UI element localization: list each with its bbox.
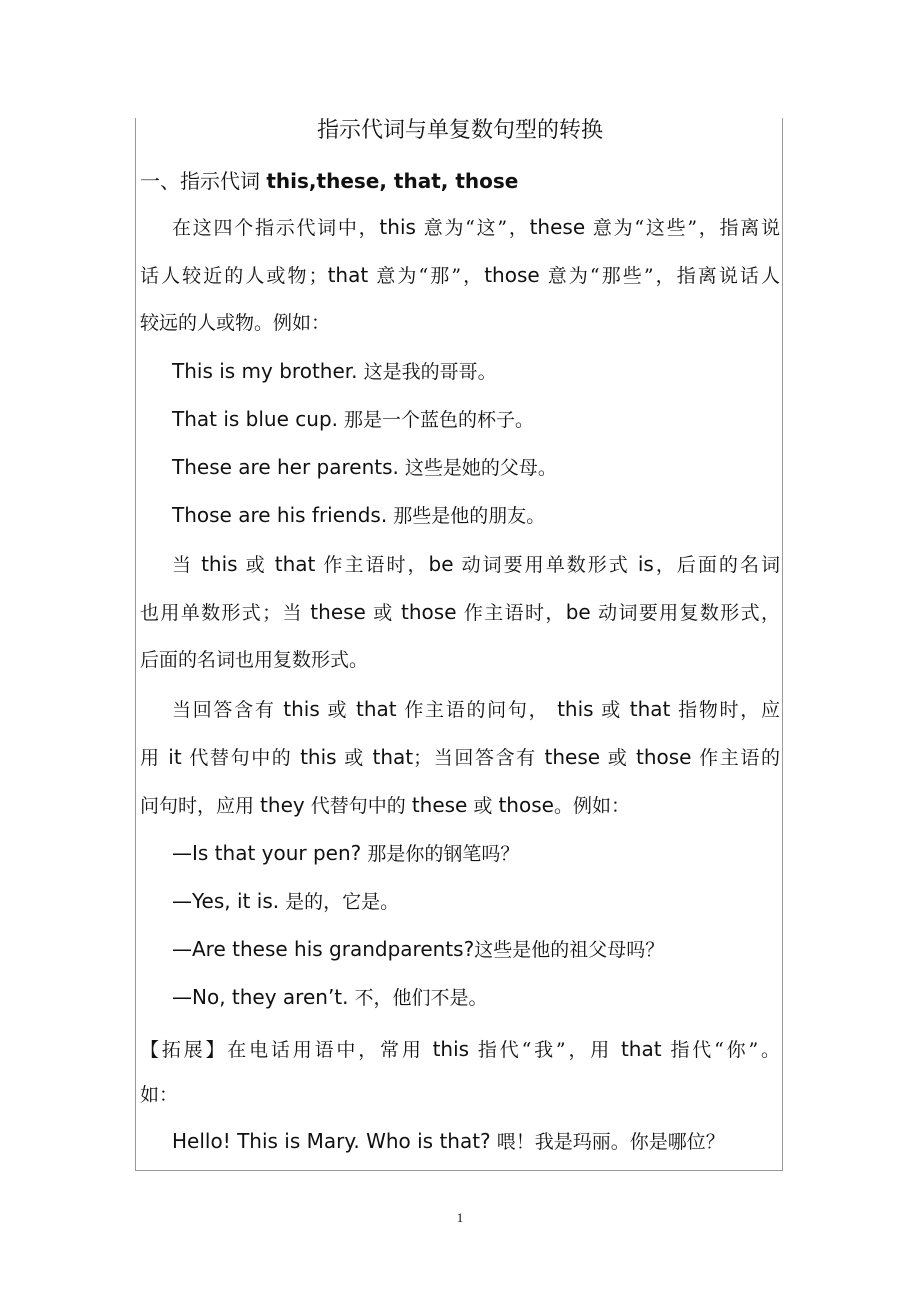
example-sentence: These are her parents. 这些是她的父母。 bbox=[172, 455, 557, 479]
example-sentence: This is my brother. 这是我的哥哥。 bbox=[172, 359, 497, 383]
dialogue-line: —Yes, it is. 是的，它是。 bbox=[172, 889, 400, 913]
document-title: 指示代词与单复数句型的转换 bbox=[316, 118, 603, 143]
section-heading-en: this,these, that, those bbox=[266, 169, 519, 193]
extension-line-2: 如： bbox=[140, 1084, 179, 1106]
paragraph-2-line-1: 当 this 或 that 作主语时，be 动词要用单数形式 is，后面的名词 bbox=[172, 552, 780, 576]
dialogue-line: —No, they aren’t. 不，他们不是。 bbox=[172, 985, 488, 1009]
dialogue-line: —Is that your pen? 那是你的钢笔吗？ bbox=[172, 841, 520, 865]
page-number: 1 bbox=[456, 1210, 464, 1225]
paragraph-3-line-2: 用 it 代替句中的 this 或 that；当回答含有 these 或 those 作主语的 bbox=[140, 745, 780, 769]
paragraph-2-line-2: 也用单数形式；当 these 或 those 作主语时，be 动词要用复数形式， bbox=[140, 600, 780, 624]
example-sentence: Those are his friends. 那些是他的朋友。 bbox=[172, 503, 546, 527]
paragraph-1-line-3: 较远的人或物。例如： bbox=[140, 312, 331, 334]
example-sentence: That is blue cup. 那是一个蓝色的杯子。 bbox=[172, 407, 535, 431]
dialogue-line: —Are these his grandparents?这些是他的祖父母吗？ bbox=[172, 937, 665, 961]
extension-line-1: 【拓展】在电话用语中，常用 this 指代“我”，用 that 指代“你”。 bbox=[140, 1037, 780, 1061]
paragraph-3-line-1: 当回答含有 this 或 that 作主语的问句， this 或 that 指物时，应 bbox=[172, 697, 780, 721]
paragraph-1-line-2: 话人较近的人或物；that 意为“那”，those 意为“那些”，指离说话人 bbox=[140, 263, 781, 287]
paragraph-3-line-3: 问句时，应用 they 代替句中的 these 或 those。例如： bbox=[140, 793, 630, 817]
section-heading bbox=[140, 166, 780, 196]
example-sentence: Hello! This is Mary. Who is that? 喂！我是玛丽。你是哪位？ bbox=[172, 1129, 725, 1153]
paragraph-2-line-3: 后面的名词也用复数形式。 bbox=[140, 649, 369, 671]
section-heading-cn: 一、指示代词 bbox=[140, 169, 267, 193]
paragraph-1-line-1: 在这四个指示代词中，this 意为“这”，these 意为“这些”，指离说 bbox=[172, 215, 780, 239]
